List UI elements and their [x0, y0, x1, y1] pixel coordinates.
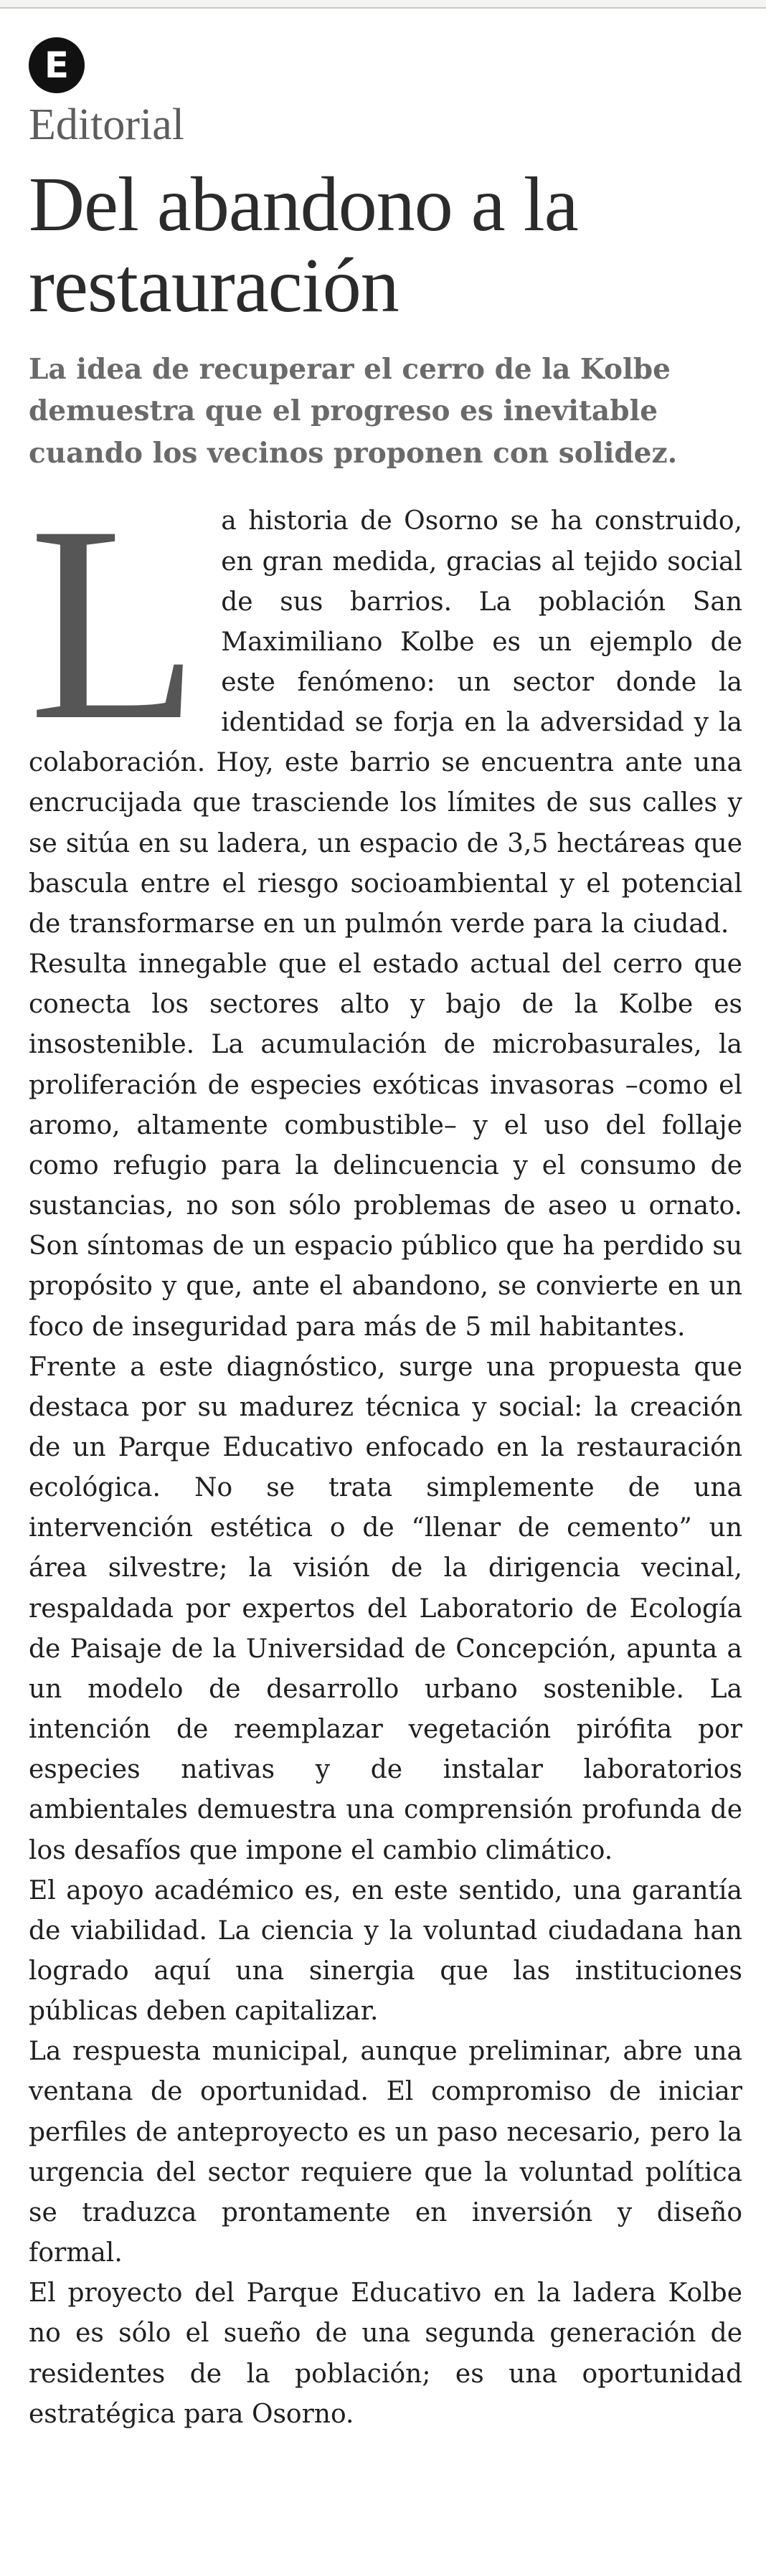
section-label: Editorial [29, 100, 184, 149]
paragraph-4: El apoyo académico es, en este sentido, una garantía de viabilidad. La ciencia y la voluntad ciudadana han logrado aquí una sinergia que las instituciones públicas deben capitalizar. [29, 1875, 742, 2027]
editorial-article [29, 37, 742, 2435]
page-top-border [0, 0, 766, 9]
article-lead: La idea de recuperar el cerro de la Kolbe demuestra que el progreso es inevitable cuando los vecinos proponen con solidez. [29, 352, 678, 470]
paragraph-5: La respuesta municipal, aunque preliminar, abre una ventana de oportunidad. El compromiso de iniciar perfiles de anteproyecto es un paso necesario, pero la urgencia del sector requiere que la voluntad política se traduzca prontamente en inversión y diseño formal. [29, 2037, 742, 2268]
drop-cap: L [29, 468, 200, 779]
paragraph-1-text: a historia de Osorno se ha construido, en gran medida, gracias al tejido social de sus barrios. La población San Maximiliano Kolbe es un ejemplo de este fenómeno: un sector donde la identidad se forja en la adversidad y la colaboración. Hoy, este barrio se encuentra ante una encrucijada que trasciende los límites de sus calles y se sitúa en su ladera, un espacio de 3,5 hectáreas que bascula entre el riesgo socioambiental y el potencial de transformarse en un pulmón verde para la ciudad. [29, 506, 742, 939]
paragraph-1 [29, 468, 742, 944]
paragraph-2: Resulta innegable que el estado actual del cerro que conecta los sectores alto y bajo de la Kolbe es insostenible. La acumulación de microbasurales, la proliferación de especies exóticas invasoras –como el aromo, altamente combustible– y el uso del follaje como refugio para la delincuencia y el consumo de sustancias, no son sólo problemas de aseo u ornato. Son síntomas de un espacio público que ha perdido su propósito y que, ante el abandono, se convierte en un foco de inseguridad para más de 5 mil habitantes. [29, 950, 742, 1342]
section-badge: E [29, 37, 85, 93]
article-body [29, 468, 742, 2435]
paragraph-3: Frente a este diagnóstico, surge una propuesta que destaca por su madurez técnica y social: la creación de un Parque Educativo enfocado en la restauración ecológica. No se trata simplemente de una intervención estética o de “llenar de cemento” un área silvestre; la visión de la dirigencia vecinal, respaldada por expertos del Laboratorio de Ecología de Paisaje de la Universidad de Concepción, apunta a un modelo de desarrollo urbano sostenible. La intención de reemplazar vegetación pirófita por especies nativas y de instalar laboratorios ambientales demuestra una comprensión profunda de los desafíos que impone el cambio climático. [29, 1352, 742, 1865]
article-title: Del abandono a la restauración [29, 162, 578, 329]
paragraph-6: El proyecto del Parque Educativo en la ladera Kolbe no es sólo el sueño de una segunda generación de residentes de la población; es una oportunidad estratégica para Osorno. [29, 2278, 742, 2429]
